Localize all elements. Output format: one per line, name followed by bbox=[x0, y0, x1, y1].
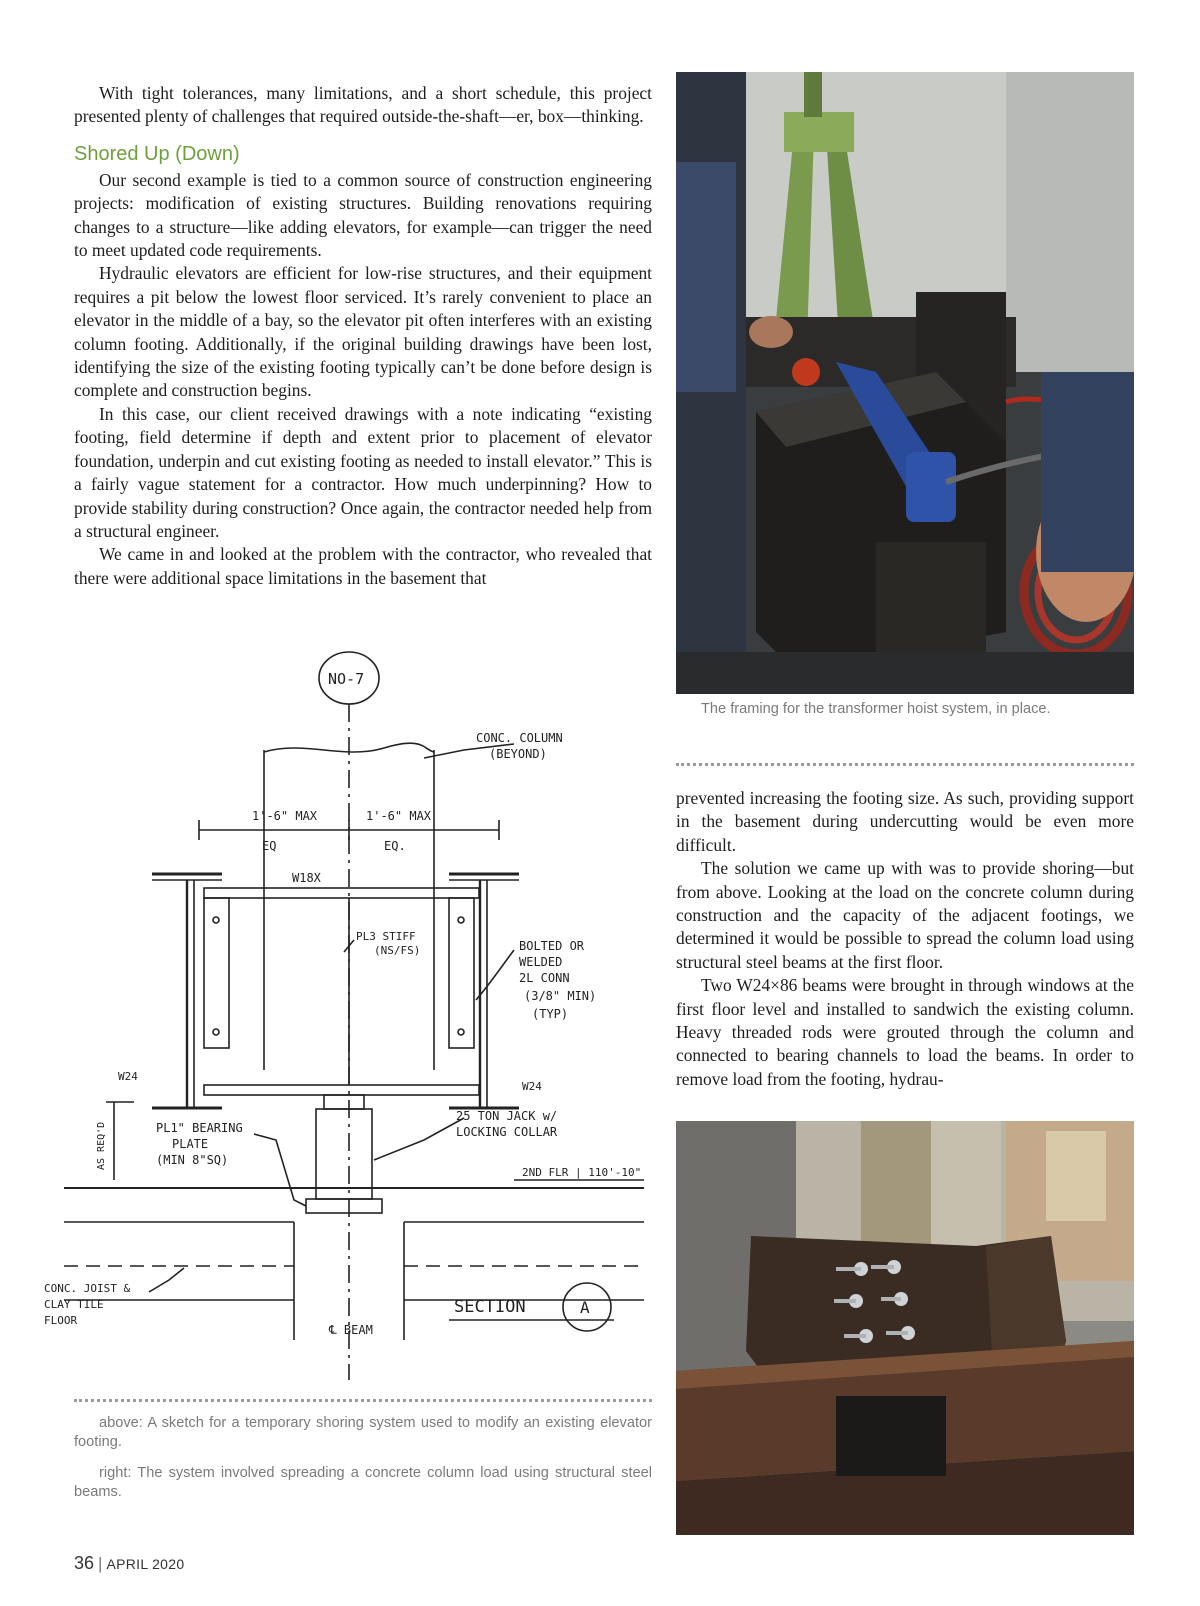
issue-label: APRIL 2020 bbox=[106, 1556, 185, 1572]
sketch-dim-right: 1'-6" MAX bbox=[366, 809, 432, 823]
sketch-section-label: SECTION bbox=[454, 1297, 526, 1317]
sketch-joist-3: FLOOR bbox=[44, 1314, 78, 1327]
caption-divider-left bbox=[74, 1399, 652, 1402]
sketch-eq-right: EQ. bbox=[384, 839, 406, 853]
sketch-joist-1: CONC. JOIST & bbox=[44, 1282, 131, 1295]
steel-beams-photo bbox=[676, 1121, 1134, 1535]
sketch-bearing-1: PL1" BEARING bbox=[156, 1121, 243, 1135]
section-heading: Shored Up (Down) bbox=[74, 142, 240, 165]
shoring-sketch bbox=[44, 640, 652, 1392]
sketch-floor-level: 2ND FLR | 110'-10" bbox=[522, 1166, 642, 1179]
folio-separator: | bbox=[98, 1554, 103, 1573]
hoist-framing-illustration bbox=[676, 72, 1134, 694]
sketch-captions bbox=[74, 1414, 652, 1502]
sketch-bolted-4: (3/8" MIN) bbox=[524, 989, 597, 1003]
sketch-joist-2: CLAY TILE bbox=[44, 1298, 104, 1311]
sketch-bolted-3: 2L CONN bbox=[519, 971, 570, 985]
intro-paragraph: With tight tolerances, many limitations, and a short schedule, this project presented plenty of challenges that required outside-the-shaft—er, box—thinking. bbox=[74, 83, 652, 127]
left-column bbox=[74, 82, 652, 590]
page-number: 36 bbox=[74, 1553, 95, 1573]
body-paragraph-6: The solution we came up with was to provide shoring—but from above. Looking at the load on the concrete column during construction and the capacity of the adjacent footings, we determined it would be possible to spread the column load using structural steel beams at the first floor. bbox=[676, 858, 1134, 972]
sketch-beyond: (BEYOND) bbox=[489, 747, 547, 761]
caption-sketch-above: above: A sketch for a temporary shoring system used to modify an existing elevator footing. bbox=[74, 1415, 652, 1450]
sketch-stiff-1: PL3 STIFF bbox=[356, 930, 416, 943]
sketch-dim-left: 1'-6" MAX bbox=[252, 809, 318, 823]
sketch-bolted-1: BOLTED OR bbox=[519, 939, 585, 953]
body-paragraph-1: Our second example is tied to a common source of construction engineering projects: modification of existing structures. Building renovations requiring changes to a structure—like adding elevators, for example—can trigger the need to meet updated code requirements. bbox=[74, 169, 652, 261]
sketch-bolted-2: WELDED bbox=[519, 955, 563, 969]
sketch-beam-tag: W18X bbox=[292, 871, 321, 885]
steel-beams-illustration bbox=[676, 1121, 1134, 1535]
sketch-jack-2: LOCKING COLLAR bbox=[456, 1125, 558, 1139]
sketch-section-mark: A bbox=[580, 1298, 590, 1317]
body-paragraph-3: In this case, our client received drawings with a note indicating “existing footing, field determine if depth and extent prior to placement of elevator foundation, underpin and cut existing footing as needed to install elevator.” This is a fairly vague statement for a contractor. How much underpinning? How to provide stability during construction? Once again, the contractor needed help from a structural engineer. bbox=[74, 403, 652, 541]
sketch-bearing-2: PLATE bbox=[172, 1137, 209, 1151]
sketch-conc-column: CONC. COLUMN bbox=[476, 731, 563, 745]
body-paragraph-5: prevented increasing the footing size. As such, providing support in the basement during undercutting would be even more difficult. bbox=[676, 788, 1134, 855]
sketch-cl-beam: ℄ BEAM bbox=[329, 1323, 373, 1337]
sketch-bearing-3: (MIN 8"SQ) bbox=[156, 1153, 229, 1167]
body-paragraph-2: Hydraulic elevators are efficient for low-rise structures, and their equipment requires a pit below the lowest floor serviced. It’s rarely convenient to place an elevator in the middle of a bay, so the elevator pit often interferes with an existing column footing. Additionally, if the original building drawings have been lost, identifying the size of the existing footing typically can’t be done before design is complete and construction begins. bbox=[74, 263, 652, 401]
sketch-w24-left: W24 bbox=[118, 1070, 138, 1083]
sketch-jack-1: 25 TON JACK w/ bbox=[456, 1109, 558, 1123]
page-folio bbox=[74, 1553, 184, 1574]
hoist-framing-photo bbox=[676, 72, 1134, 694]
caption-divider-right bbox=[676, 763, 1134, 766]
right-column bbox=[676, 787, 1134, 1091]
sketch-eq-left: EQ bbox=[262, 839, 277, 853]
sketch-w24-right: W24 bbox=[522, 1080, 542, 1093]
sketch-as-reqd: AS REQ'D bbox=[96, 1121, 107, 1170]
shoring-sketch-drawing bbox=[44, 640, 652, 1392]
photo-caption-top: The framing for the transformer hoist system, in place. bbox=[701, 701, 1051, 717]
body-paragraph-7: Two W24×86 beams were brought in through windows at the first floor level and installed to sandwich the existing column. Heavy threaded rods were grouted through the column and connected to bearing channels to load the beams. In order to remove load from the footing, hydrau- bbox=[676, 975, 1134, 1089]
caption-sketch-right: right: The system involved spreading a concrete column load using structural steel beams. bbox=[74, 1465, 652, 1500]
body-paragraph-4: We came in and looked at the problem with the contractor, who revealed that there were additional space limitations in the basement that bbox=[74, 544, 652, 588]
sketch-grid-tag: NO-7 bbox=[328, 670, 365, 688]
sketch-bolted-5: (TYP) bbox=[532, 1007, 569, 1021]
sketch-stiff-2: (NS/FS) bbox=[374, 944, 421, 957]
